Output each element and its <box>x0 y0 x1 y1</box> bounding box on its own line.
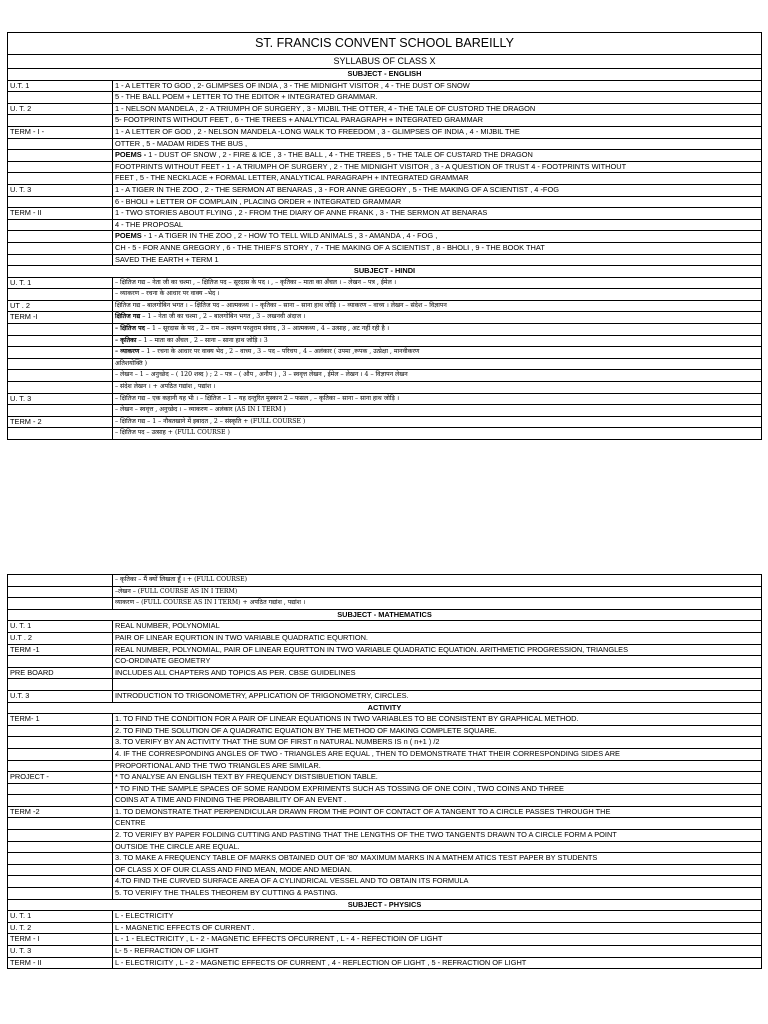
term-label <box>8 196 113 208</box>
subject-heading: SUBJECT - ENGLISH <box>8 69 762 81</box>
term-label <box>8 737 113 749</box>
content-emphasis: क्षितिज गद्य <box>115 313 141 321</box>
syllabus-row <box>8 690 762 702</box>
syllabus-content <box>113 586 762 598</box>
term-label <box>8 231 113 243</box>
content-text: 3. TO MAKE A FREQUENCY TABLE OF MARKS OBTAINED OUT OF '80' MAXIMUM MARKS IN A MATHEM ATICS TEST PAPER BY STUDENTS <box>115 853 598 863</box>
syllabus-content <box>113 173 762 185</box>
content-emphasis: POEMS <box>115 231 142 241</box>
content-emphasis: POEMS - <box>115 150 147 160</box>
syllabus-row <box>8 575 762 587</box>
content-text: L- 5 - REFRACTION OF LIGHT <box>115 946 219 955</box>
syllabus-content <box>113 853 762 865</box>
content-text: – 1 – माता का अँचल , 2 – साना – साना हाथ जोड़ि । 3 <box>136 336 268 344</box>
content-text: INTRODUCTION TO TRIGONOMETRY, APPLICATION OF TRIGONOMETRY, CIRCLES. <box>115 690 409 700</box>
subject-heading: SUBJECT - MATHEMATICS <box>8 609 762 621</box>
syllabus-row <box>8 254 762 266</box>
syllabus-row <box>8 242 762 254</box>
syllabus-row <box>8 80 762 92</box>
content-text: 2. TO VERIFY BY PAPER FOLDING CUTTING AND PASTING THAT THE LENGTHS OF THE TWO TANGENTS DRAWN TO A CIRCLE FORM A POINT <box>115 830 617 840</box>
content-text: 5. TO VERIFY THE THALES THEOREM BY CUTTING & PASTING. <box>115 888 338 898</box>
syllabus-content <box>113 150 762 162</box>
syllabus-content <box>113 714 762 726</box>
syllabus-row <box>8 126 762 138</box>
syllabus-content <box>113 347 762 359</box>
term-label: U. T. 3 <box>8 946 113 958</box>
syllabus-row <box>8 405 762 417</box>
syllabus-row <box>8 161 762 173</box>
term-label <box>8 679 113 691</box>
term-label <box>8 370 113 382</box>
term-label <box>8 428 113 440</box>
content-text: 1 - A TIGER IN THE ZOO , 2 - THE SERMON AT BENARAS , 3 - FOR ANNE GREGORY , 5 - THE MAKING OF A SCIENTIST , 4 -FOG <box>115 184 559 194</box>
page-1-rows <box>8 69 762 440</box>
syllabus-content <box>113 254 762 266</box>
syllabus-content <box>113 184 762 196</box>
term-label: TERM- 1 <box>8 714 113 726</box>
term-label <box>8 161 113 173</box>
term-label <box>8 324 113 336</box>
term-label: U. T. 1 <box>8 911 113 923</box>
syllabus-content <box>113 911 762 923</box>
syllabus-content <box>113 370 762 382</box>
term-label <box>8 656 113 668</box>
content-emphasis: – कृतिका <box>115 336 137 344</box>
term-label: TERM - I - <box>8 126 113 138</box>
syllabus-content <box>113 382 762 394</box>
content-text: PAIR OF LINEAR EQURTION IN TWO VARIABLE QUADRATIC EQURTION. <box>115 632 368 642</box>
syllabus-row <box>8 737 762 749</box>
syllabus-row <box>8 312 762 324</box>
content-text: REAL NUMBER, POLYNOMIAL, PAIR OF LINEAR EQURTTON IN TWO VARIABLE QUADRATIC EQUATION. ARITHMETIC PROGRESSION, TRIANGLES <box>115 644 629 654</box>
term-label: U. T. 2 <box>8 103 113 115</box>
syllabus-row <box>8 725 762 737</box>
term-label <box>8 598 113 610</box>
subject-heading-row <box>8 69 762 81</box>
syllabus-row <box>8 382 762 394</box>
content-text: – संदेश लेखन । + अपठित गद्यांश , पद्यांश । <box>115 383 216 391</box>
syllabus-content <box>113 876 762 888</box>
syllabus-content <box>113 92 762 104</box>
syllabus-row <box>8 864 762 876</box>
syllabus-content <box>113 656 762 668</box>
syllabus-content <box>113 806 762 818</box>
term-label <box>8 853 113 865</box>
syllabus-content <box>113 115 762 127</box>
term-label: TERM - 2 <box>8 416 113 428</box>
term-label: TERM - II <box>8 208 113 220</box>
content-text: 5 - THE BALL POEM + LETTER TO THE EDITOR + INTEGRATED GRAMMAR. <box>115 92 378 102</box>
term-label <box>8 575 113 587</box>
syllabus-content <box>113 80 762 92</box>
content-text: CO-ORDINATE GEOMETRY <box>115 656 211 666</box>
syllabus-content <box>113 748 762 760</box>
syllabus-content <box>113 335 762 347</box>
content-text: SAVED THE EARTH + TERM 1 <box>115 254 219 264</box>
subject-heading-row <box>8 702 762 714</box>
syllabus-content <box>113 830 762 842</box>
syllabus-row <box>8 656 762 668</box>
syllabus-row <box>8 748 762 760</box>
syllabus-row <box>8 911 762 923</box>
syllabus-content <box>113 300 762 312</box>
school-title: ST. FRANCIS CONVENT SCHOOL BAREILLY <box>8 33 762 55</box>
term-label <box>8 725 113 737</box>
term-label: U. T. 1 <box>8 621 113 633</box>
content-text: PROPORTIONAL AND THE TWO TRIANGLES ARE SIMILAR. <box>115 760 321 770</box>
content-text: – कृतिका – मैं क्यों लिखता हूँ । + (FULL COURSE) <box>115 576 248 583</box>
term-label: U. T. 2 <box>8 922 113 934</box>
term-label <box>8 138 113 150</box>
content-text: REAL NUMBER, POLYNOMIAL <box>115 621 220 631</box>
content-text: 4.TO FIND THE CURVED SURFACE AREA OF A CYLINDRICAL VESSEL AND TO OBTAIN ITS FORMULA <box>115 876 469 886</box>
subject-heading-row <box>8 609 762 621</box>
syllabus-content <box>113 324 762 336</box>
syllabus-content <box>113 818 762 830</box>
syllabus-row <box>8 300 762 312</box>
syllabus-content <box>113 393 762 405</box>
syllabus-row <box>8 922 762 934</box>
term-label <box>8 254 113 266</box>
term-label <box>8 219 113 231</box>
term-label: U.T. 3 <box>8 690 113 702</box>
term-label <box>8 830 113 842</box>
content-text: – 1 – सूरदास के पद , 2 – राम – लक्ष्मण परशुराम संवाद , 3 – आत्मकथ्य , 4 – उत्साह , अट नहीं रही है । <box>144 325 390 333</box>
content-text: L - MAGNETIC EFFECTS OF CURRENT . <box>115 922 255 932</box>
syllabus-content <box>113 841 762 853</box>
term-label: U.T. 1 <box>8 80 113 92</box>
term-label <box>8 760 113 772</box>
term-label <box>8 335 113 347</box>
content-text: - 1 - A TIGER IN THE ZOO , 2 - HOW TO TELL WILD ANIMALS , 3 - AMANDA , 4 - FOG , <box>141 231 438 241</box>
syllabus-table-page-1 <box>7 32 762 440</box>
syllabus-row <box>8 806 762 818</box>
term-label <box>8 876 113 888</box>
syllabus-content <box>113 946 762 958</box>
content-text: L - ELECTRICITY <box>115 911 174 921</box>
term-label <box>8 888 113 900</box>
syllabus-content <box>113 219 762 231</box>
term-label: U.T . 2 <box>8 632 113 644</box>
content-text: 4. IF THE CORRESPONDING ANGLES OF TWO - TRIANGLES ARE EQUAL , THEN TO DEMONSTRATE THAT THEIR CORRESPONDING SIDES ARE <box>115 748 620 758</box>
syllabus-content <box>113 312 762 324</box>
syllabus-row <box>8 598 762 610</box>
syllabus-content <box>113 667 762 679</box>
content-text: INCLUDES ALL CHAPTERS AND TOPICS AS PER. CBSE GUIDELINES <box>115 667 356 677</box>
term-label <box>8 173 113 185</box>
syllabus-content <box>113 161 762 173</box>
syllabus-row <box>8 277 762 289</box>
syllabus-row <box>8 783 762 795</box>
syllabus-row <box>8 772 762 784</box>
syllabus-row <box>8 196 762 208</box>
syllabus-content <box>113 934 762 946</box>
syllabus-content <box>113 632 762 644</box>
term-label <box>8 841 113 853</box>
syllabus-row <box>8 416 762 428</box>
syllabus-content <box>113 208 762 220</box>
content-text: 1 - A LETTER OF GOD , 2 - NELSON MANDELA -LONG WALK TO FREEDOM , 3 - GLIMPSES OF INDIA , 4 - MIJBIL THE <box>115 126 520 136</box>
subject-heading-row <box>8 899 762 911</box>
content-text: – क्षितिज गद्य – एक कहानी यह भी । – क्षितिज – 1 – यह दन्तुरित मुस्कान 2 – फसल , – कृतिका – साना – साना हाथ जोड़ि । <box>115 394 400 402</box>
content-text: COINS AT A TIME AND FINDING THE PROBABILITY OF AN EVENT . <box>115 795 347 805</box>
term-label <box>8 115 113 127</box>
content-text: – क्षितिज गद्य – नेता जी का चश्मा , – क्षितिज पद – सूरदास के पद । , – कृतिका – माता का अँचल । – लेखन – पत्र , ईमेल । <box>115 278 397 286</box>
content-text: – व्याकरण – रचना के आधार पर वाक्य –भेद । <box>115 290 220 298</box>
term-label <box>8 864 113 876</box>
syllabus-table-page-2 <box>7 574 762 969</box>
syllabus-content <box>113 690 762 702</box>
term-label: U. T. 1 <box>8 277 113 289</box>
content-text: – क्षितिज गद्य – 1 – नौबतखाने में इबादत , 2 – संस्कृति + (FULL COURSE ) <box>115 417 306 425</box>
term-label <box>8 783 113 795</box>
syllabus-content <box>113 103 762 115</box>
content-text: * TO ANALYSE AN ENGLISH TEXT BY FREQUENCY DISTSIBUETION TABLE. <box>115 772 378 782</box>
content-text: क्षितिज गद्य – बालगोबिन भगत । – क्षितिज पद – आत्मकथ्य । – कृतिका – साना – साना हाथ जोड़ि । – व्याकरण – वाच्य । लेखन – संदेश – विज्ञापन <box>115 301 447 309</box>
content-text: – 1 – रचना के आधार पर वाक्य भेद , 2 – वाच्य , 3 – पद – परिचय , 4 – अलंकार ( उपमा ,रूपक , उत्प्रेक्षा , मानवीकरण <box>139 348 420 356</box>
syllabus-content <box>113 358 762 370</box>
term-label: PROJECT - <box>8 772 113 784</box>
content-text: 6 - BHOLI + LETTER OF COMPLAIN , PLACING ORDER + INTEGRATED GRAMMAR <box>115 196 402 206</box>
syllabus-content <box>113 888 762 900</box>
term-label <box>8 289 113 301</box>
syllabus-row <box>8 876 762 888</box>
syllabus-row <box>8 714 762 726</box>
syllabus-row <box>8 231 762 243</box>
content-text: * TO FIND THE SAMPLE SPACES OF SOME RANDOM EXPRIMENTS SUCH AS TOSSING OF ONE COIN , TWO COINS AND THREE <box>115 783 564 793</box>
syllabus-content <box>113 621 762 633</box>
syllabus-content <box>113 242 762 254</box>
term-label <box>8 242 113 254</box>
syllabus-content <box>113 405 762 417</box>
syllabus-row <box>8 934 762 946</box>
content-text: OUTSIDE THE CIRCLE ARE EQUAL. <box>115 841 240 851</box>
subject-heading: SUBJECT - PHYSICS <box>8 899 762 911</box>
content-emphasis: – क्षितिज पद <box>115 325 145 333</box>
syllabus-row <box>8 103 762 115</box>
term-label: U. T. 3 <box>8 184 113 196</box>
term-label <box>8 347 113 359</box>
term-label <box>8 150 113 162</box>
content-text: 1 - DUST OF SNOW , 2 - FIRE & ICE , 3 - THE BALL , 4 - THE TREES , 5 - THE TALE OF CUSTARD THE DRAGON <box>146 150 533 160</box>
syllabus-content <box>113 725 762 737</box>
syllabus-content <box>113 598 762 610</box>
syllabus-content <box>113 957 762 969</box>
syllabus-row <box>8 370 762 382</box>
syllabus-row <box>8 115 762 127</box>
syllabus-content <box>113 679 762 691</box>
subject-heading-row <box>8 266 762 278</box>
term-label: TERM - II <box>8 957 113 969</box>
syllabus-content <box>113 922 762 934</box>
syllabus-row <box>8 173 762 185</box>
content-text: 2. TO FIND THE SOLUTION OF A QUADRATIC EQUATION BY THE METHOD OF MAKING COMPLETE SQUARE. <box>115 725 497 735</box>
syllabus-content <box>113 231 762 243</box>
term-label: TERM -1 <box>8 644 113 656</box>
syllabus-row <box>8 358 762 370</box>
content-emphasis: – व्याकरण <box>115 348 140 356</box>
syllabus-row <box>8 632 762 644</box>
content-text: 4 - THE PROPOSAL <box>115 219 184 229</box>
content-text: 1. TO DEMONSTRATE THAT PERPENDICULAR DRAWN FROM THE POINT OF CONTACT OF A TANGENT TO A CIRCLE PASSES THROUGH THE <box>115 806 611 816</box>
content-text: OF CLASS X OF OUR CLASS AND FIND MEAN, MODE AND MEDIAN. <box>115 864 352 874</box>
content-text: –लेखन – (FULL COURSE AS IN I TERM) <box>115 587 238 595</box>
content-text: CH - 5 - FOR ANNE GREGORY , 6 - THE THIEF'S STORY , 7 - THE MAKING OF A SCIENTIST , 8 - BHOLI , 9 - THE BOOK THAT <box>115 242 545 252</box>
syllabus-row <box>8 679 762 691</box>
syllabus-row <box>8 393 762 405</box>
syllabus-row <box>8 335 762 347</box>
syllabus-row <box>8 760 762 772</box>
content-text: CENTRE <box>115 818 146 828</box>
syllabus-row <box>8 184 762 196</box>
term-label <box>8 586 113 598</box>
syllabus-row <box>8 795 762 807</box>
term-label: TERM -I <box>8 312 113 324</box>
syllabus-content <box>113 760 762 772</box>
syllabus-content <box>113 126 762 138</box>
term-label <box>8 818 113 830</box>
syllabus-content <box>113 795 762 807</box>
page-2-rows <box>8 575 762 969</box>
syllabus-row <box>8 888 762 900</box>
content-text: L - ELECTRICITY , L - 2 - MAGNETIC EFFECTS OF CURRENT , 4 - REFLECTION OF LIGHT , 5 - REFRACTION OF LIGHT <box>115 957 527 967</box>
content-text: 1 - NELSON MANDELA , 2 - A TRIUMPH OF SURGERY , 3 - MIJBIL THE OTTER, 4 - THE TALE OF CUSTORD THE DRAGON <box>115 103 536 113</box>
syllabus-row <box>8 841 762 853</box>
syllabus-row <box>8 92 762 104</box>
syllabus-row <box>8 621 762 633</box>
term-label: U. T. 3 <box>8 393 113 405</box>
syllabus-content <box>113 416 762 428</box>
syllabus-content <box>113 737 762 749</box>
term-label <box>8 358 113 370</box>
content-text: 5- FOOTPRINTS WITHOUT FEET , 6 - THE TREES + ANALYTICAL PARAGRAPH + INTEGRATED GRAMMAR <box>115 115 483 125</box>
syllabus-content <box>113 575 762 587</box>
term-label <box>8 795 113 807</box>
term-label <box>8 405 113 417</box>
syllabus-row <box>8 946 762 958</box>
syllabus-row <box>8 818 762 830</box>
content-text: 1 - TWO STORIES ABOUT FLYING , 2 - FROM THE DIARY OF ANNE FRANK , 3 - THE SERMON AT BENARAS <box>115 208 488 218</box>
content-text: – लेखन – स्ववृत्त , अनुच्छेद । – व्याकरण – अलंकार (AS IN I TERM ) <box>115 406 286 414</box>
term-label: UT . 2 <box>8 300 113 312</box>
syllabus-row <box>8 324 762 336</box>
content-text: OTTER , 5 - MADAM RIDES THE BUS , <box>115 138 248 148</box>
syllabus-row <box>8 208 762 220</box>
subject-heading: SUBJECT - HINDI <box>8 266 762 278</box>
syllabus-content <box>113 772 762 784</box>
syllabus-row <box>8 347 762 359</box>
syllabus-row <box>8 830 762 842</box>
subject-heading: ACTIVITY <box>8 702 762 714</box>
content-text: 1 - A LETTER TO GOD , 2- GLIMPSES OF INDIA , 3 - THE MIDNIGHT VISITOR , 4 - THE DUST OF SNOW <box>115 80 470 90</box>
term-label: TERM - I <box>8 934 113 946</box>
syllabus-content <box>113 289 762 301</box>
syllabus-row <box>8 219 762 231</box>
syllabus-row <box>8 853 762 865</box>
class-subtitle: SYLLABUS OF CLASS X <box>8 55 762 69</box>
content-text: व्याकरण – (FULL COURSE AS IN I TERM) + अपठित गद्यांश , पद्यांश । <box>115 599 306 607</box>
syllabus-content <box>113 138 762 150</box>
content-text: अतिशयोक्ति ) <box>115 359 148 367</box>
content-text: FEET , 5 - THE NECKLACE + FORMAL LETTER, ANALYTICAL PARAGRAPH + INTEGRATED GRAMMAR <box>115 173 469 183</box>
content-text: – लेखन – 1 – अनुच्छेद – ( 120 शब्द ) ; 2 – पत्र – ( औप , अनौप ) , 3 – स्ववृत्त लेखन , ईमेल – लेखन । 4 – विज्ञापन लेखन <box>115 371 408 379</box>
term-label: PRE BOARD <box>8 667 113 679</box>
syllabus-row <box>8 957 762 969</box>
content-text: L - 1 - ELECTRICITY , L - 2 - MAGNETIC EFFECTS OFCURRENT , L - 4 - REFECTIOIN OF LIGHT <box>115 934 443 944</box>
content-text: 3. TO VERIFY BY AN ACTIVITY THAT THE SUM OF FIRST n NATURAL NUMBERS IS n ( n+1 ) /2 <box>115 737 440 747</box>
content-text: – 1 – नेता जी का चश्मा , 2 – बालगोबिन भगत , 3 – लखनवी अंदाज । <box>140 313 306 321</box>
syllabus-content <box>113 428 762 440</box>
content-text: FOOTPRINTS WITHOUT FEET - 1 - A TRIUMPH OF SURGERY , 2 - THE MIDNIGHT VISITOR , 3 - A QUESTION OF TRUST 4 - FOOTPRINTS WITHOUT <box>115 161 627 171</box>
syllabus-row <box>8 138 762 150</box>
syllabus-row <box>8 667 762 679</box>
term-label <box>8 382 113 394</box>
syllabus-row <box>8 644 762 656</box>
syllabus-row <box>8 150 762 162</box>
syllabus-content <box>113 196 762 208</box>
syllabus-row <box>8 586 762 598</box>
term-label <box>8 748 113 760</box>
content-text: 1. TO FIND THE CONDITION FOR A PAIR OF LINEAR EQUATIONS IN TWO VARIABLES TO BE CONSISTENT BY GRAPHICAL METHOD. <box>115 714 579 724</box>
syllabus-row <box>8 428 762 440</box>
syllabus-content <box>113 864 762 876</box>
syllabus-content <box>113 644 762 656</box>
syllabus-content <box>113 783 762 795</box>
syllabus-row <box>8 289 762 301</box>
term-label: TERM -2 <box>8 806 113 818</box>
content-text: – क्षितिज पद – उत्साह + (FULL COURSE ) <box>115 429 230 437</box>
term-label <box>8 92 113 104</box>
syllabus-content <box>113 277 762 289</box>
